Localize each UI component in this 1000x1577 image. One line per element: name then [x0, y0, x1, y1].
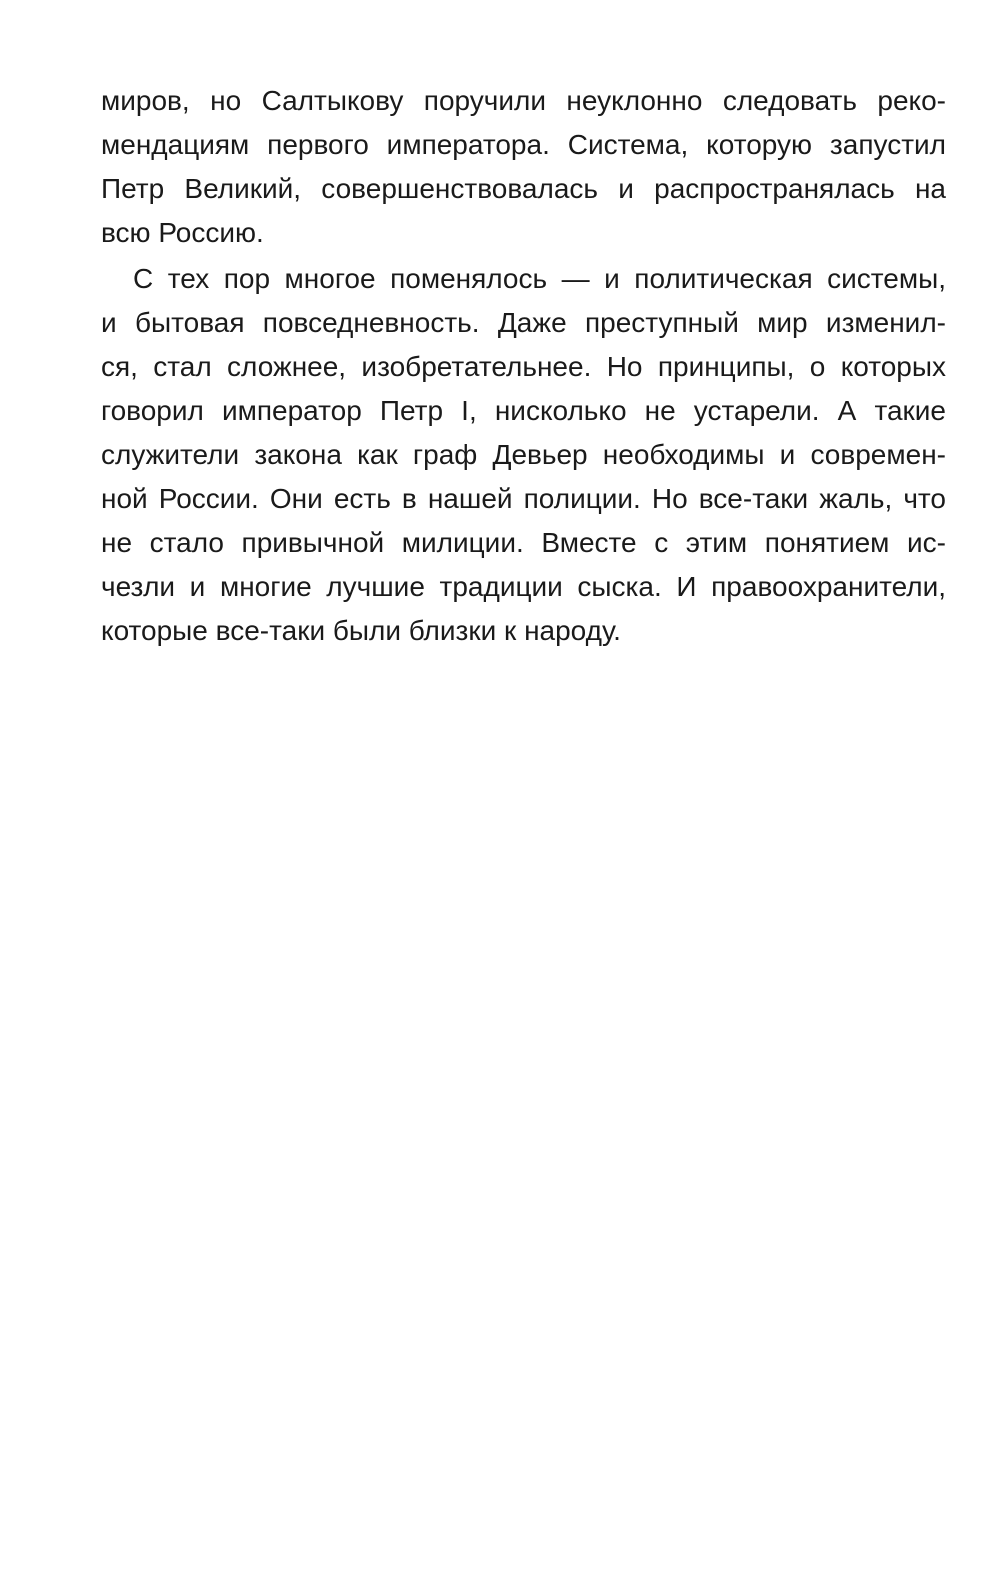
text-line: мендациям первого императора. Система, которую запустил: [101, 129, 946, 160]
text-line: чезли и многие лучшие традиции сыска. И правоохранители,: [101, 571, 946, 602]
text-line: Петр Великий, совершенствовалась и распространялась на: [101, 173, 946, 204]
text-line: всю Россию.: [101, 217, 264, 248]
text-line: ной России. Они есть в нашей полиции. Но все-таки жаль, что: [101, 483, 946, 514]
text-line: и бытовая повседневность. Даже преступный мир изменил-: [101, 307, 946, 338]
text-line: не стало привычной милиции. Вместе с этим понятием ис-: [101, 527, 946, 558]
text-line: которые все-таки были близки к народу.: [101, 615, 621, 646]
text-line: миров, но Салтыкову поручили неуклонно следовать реко-: [101, 85, 946, 116]
text-line: С тех пор многое поменялось — и политическая системы,: [133, 263, 946, 294]
text-line: говорил император Петр I, нисколько не устарели. А такие: [101, 395, 946, 426]
text-line: ся, стал сложнее, изобретательнее. Но принципы, о которых: [101, 351, 946, 382]
text-line: служители закона как граф Девьер необходимы и современ-: [101, 439, 946, 470]
